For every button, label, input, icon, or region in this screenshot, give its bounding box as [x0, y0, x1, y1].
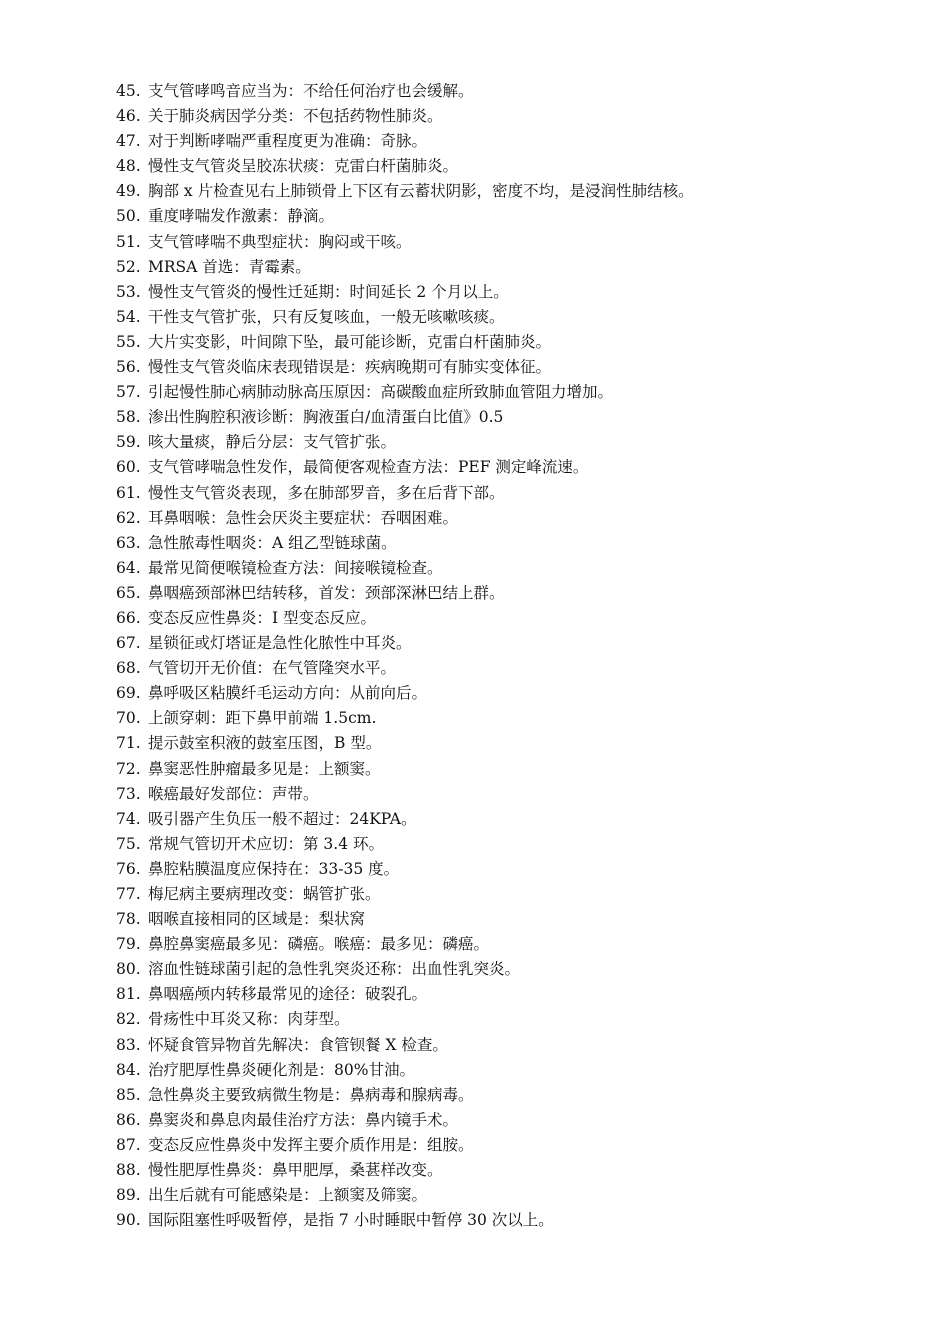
item-number: 73.	[116, 784, 141, 803]
list-item	[0, 179, 950, 204]
list-item	[0, 79, 950, 104]
item-text: 鼻咽癌颅内转移最常见的途径：破裂孔。	[148, 985, 428, 1004]
list-item	[0, 631, 950, 656]
item-number: 56.	[116, 358, 141, 377]
item-number: 77.	[116, 885, 141, 903]
item-text: 咳大量痰，静后分层：支气管扩张。	[148, 433, 397, 452]
item-number: 79.	[116, 935, 141, 954]
item-text: 星锁征或灯塔证是急性化脓性中耳炎。	[148, 634, 412, 653]
list-item	[0, 757, 950, 782]
item-text: 上颌穿刺：距下鼻甲前端 1.5cm.	[148, 709, 377, 728]
item-number: 74.	[116, 809, 141, 828]
item-text: 干性支气管扩张，只有反复咳血，一般无咳嗽咳痰。	[148, 307, 505, 326]
document-body	[0, 79, 950, 1233]
item-text: 出生后就有可能感染是：上额窦及筛窦。	[148, 1186, 428, 1205]
item-text: MRSA 首选：青霉素。	[148, 257, 311, 276]
item-text: 鼻窦炎和鼻息肉最佳治疗方法：鼻内镜手术。	[148, 1110, 459, 1129]
item-text: 骨疡性中耳炎又称：肉芽型。	[148, 1010, 350, 1029]
item-number: 51.	[116, 232, 141, 251]
numbered-list	[0, 79, 950, 1233]
item-number: 68.	[116, 659, 141, 678]
item-number: 83.	[116, 1035, 141, 1054]
item-number: 45.	[116, 82, 141, 100]
item-text: 鼻腔鼻窦癌最多见：磷癌。喉癌：最多见：磷癌。	[148, 935, 490, 954]
item-text: 慢性支气管炎临床表现错误是：疾病晚期可有肺实变体征。	[148, 358, 552, 377]
list-item	[0, 1033, 950, 1058]
item-text: 渗出性胸腔积液诊断：胸液蛋白/血清蛋白比值》0.5	[148, 408, 504, 427]
list-item	[0, 606, 950, 631]
item-number: 75.	[116, 834, 141, 853]
list-item	[0, 1133, 950, 1158]
list-item	[0, 706, 950, 731]
item-text: 慢性支气管炎呈胶冻状痰：克雷白杆菌肺炎。	[148, 157, 459, 176]
item-number: 52.	[116, 257, 141, 276]
list-item	[0, 405, 950, 430]
list-item	[0, 681, 950, 706]
item-text: 支气管哮鸣音应当为：不给任何治疗也会缓解。	[148, 82, 474, 100]
item-number: 57.	[116, 383, 141, 402]
list-item	[0, 430, 950, 455]
item-text: 国际阻塞性呼吸暂停，是指 7 小时睡眠中暂停 30 次以上。	[148, 1211, 554, 1230]
item-text: 对于判断哮喘严重程度更为准确：奇脉。	[148, 132, 428, 151]
item-number: 84.	[116, 1060, 141, 1079]
item-text: 鼻呼吸区粘膜纤毛运动方向：从前向后。	[148, 684, 428, 703]
list-item	[0, 1108, 950, 1133]
item-number: 64.	[116, 558, 141, 577]
item-number: 66.	[116, 608, 141, 627]
item-number: 65.	[116, 583, 141, 602]
list-item	[0, 280, 950, 305]
list-item	[0, 531, 950, 556]
list-item	[0, 230, 950, 255]
list-item	[0, 1208, 950, 1233]
list-item	[0, 154, 950, 179]
item-number: 62.	[116, 508, 141, 527]
item-text: 急性鼻炎主要致病微生物是：鼻病毒和腺病毒。	[148, 1085, 474, 1104]
item-text: 支气管哮喘急性发作，最简便客观检查方法：PEF 测定峰流速。	[148, 458, 589, 477]
list-item	[0, 305, 950, 330]
item-text: 提示鼓室积液的鼓室压图，B 型。	[148, 734, 382, 753]
item-number: 60.	[116, 458, 141, 477]
item-text: 重度哮喘发作激素：静滴。	[148, 207, 335, 226]
item-number: 90.	[116, 1211, 141, 1230]
list-item	[0, 832, 950, 857]
list-item	[0, 380, 950, 405]
list-item	[0, 581, 950, 606]
item-number: 70.	[116, 709, 141, 728]
item-text: 变态反应性鼻炎：I 型变态反应。	[148, 608, 377, 627]
item-text: 慢性支气管炎表现，多在肺部罗音，多在后背下部。	[148, 483, 505, 502]
list-item	[0, 129, 950, 154]
item-number: 85.	[116, 1085, 141, 1104]
item-number: 81.	[116, 985, 141, 1004]
item-number: 82.	[116, 1010, 141, 1029]
item-number: 50.	[116, 207, 141, 226]
item-number: 59.	[116, 433, 141, 452]
item-text: 气管切开无价值：在气管隆突水平。	[148, 659, 397, 678]
item-text: 喉癌最好发部位：声带。	[148, 784, 319, 803]
item-text: 大片实变影，叶间隙下坠，最可能诊断，克雷白杆菌肺炎。	[148, 332, 552, 351]
item-text: 关于肺炎病因学分类：不包括药物性肺炎。	[148, 107, 443, 126]
item-text: 引起慢性肺心病肺动脉高压原因：高碳酸血症所致肺血管阻力增加。	[148, 383, 614, 402]
item-number: 61.	[116, 483, 141, 502]
list-item	[0, 204, 950, 229]
item-text: 鼻窦恶性肿瘤最多见是：上额窦。	[148, 759, 381, 778]
item-number: 53.	[116, 282, 141, 301]
item-number: 80.	[116, 960, 141, 979]
item-number: 78.	[116, 910, 141, 929]
item-text: 变态反应性鼻炎中发挥主要介质作用是：组胺。	[148, 1135, 474, 1154]
item-number: 71.	[116, 734, 141, 753]
item-text: 怀疑食管异物首先解决：食管钡餐 X 检查。	[148, 1035, 448, 1054]
item-text: 支气管哮喘不典型症状：胸闷或干咳。	[148, 232, 412, 251]
item-text: 鼻咽癌颈部淋巴结转移，首发：颈部深淋巴结上群。	[148, 583, 505, 602]
item-number: 69.	[116, 684, 141, 703]
item-number: 63.	[116, 533, 141, 552]
item-text: 常规气管切开术应切：第 3.4 环。	[148, 834, 385, 853]
list-item	[0, 907, 950, 932]
item-number: 54.	[116, 307, 141, 326]
item-number: 76.	[116, 859, 141, 878]
list-item	[0, 330, 950, 355]
item-number: 47.	[116, 132, 141, 151]
item-number: 67.	[116, 634, 141, 653]
list-item	[0, 104, 950, 129]
item-number: 72.	[116, 759, 141, 778]
list-item	[0, 656, 950, 681]
item-text: 鼻腔粘膜温度应保持在：33-35 度。	[148, 859, 400, 878]
list-item	[0, 255, 950, 280]
item-number: 87.	[116, 1135, 141, 1154]
list-item	[0, 857, 950, 882]
list-item	[0, 1007, 950, 1032]
item-number: 55.	[116, 332, 141, 351]
list-item	[0, 1083, 950, 1108]
item-number: 49.	[116, 182, 141, 201]
item-text: 治疗肥厚性鼻炎硬化剂是：80%甘油。	[148, 1060, 415, 1079]
item-number: 89.	[116, 1186, 141, 1205]
item-number: 58.	[116, 408, 141, 427]
list-item	[0, 782, 950, 807]
item-number: 88.	[116, 1161, 141, 1180]
item-text: 咽喉直接相同的区域是：梨状窝	[148, 910, 366, 929]
list-item	[0, 957, 950, 982]
item-text: 慢性肥厚性鼻炎：鼻甲肥厚，桑葚样改变。	[148, 1161, 443, 1180]
item-number: 86.	[116, 1110, 141, 1129]
list-item	[0, 1058, 950, 1083]
list-item	[0, 481, 950, 506]
list-item	[0, 731, 950, 756]
item-text: 耳鼻咽喉：急性会厌炎主要症状：吞咽困难。	[148, 508, 459, 527]
list-item	[0, 882, 950, 907]
list-item	[0, 1158, 950, 1183]
list-item	[0, 556, 950, 581]
item-number: 46.	[116, 107, 141, 126]
list-item	[0, 932, 950, 957]
item-text: 急性脓毒性咽炎：A 组乙型链球菌。	[148, 533, 397, 552]
item-text: 溶血性链球菌引起的急性乳突炎还称：出血性乳突炎。	[148, 960, 521, 979]
list-item	[0, 355, 950, 380]
list-item	[0, 982, 950, 1007]
list-item	[0, 455, 950, 480]
item-text: 最常见简便喉镜检查方法：间接喉镜检查。	[148, 558, 443, 577]
list-item	[0, 1183, 950, 1208]
item-text: 慢性支气管炎的慢性迁延期：时间延长 2 个月以上。	[148, 282, 509, 301]
list-item	[0, 506, 950, 531]
list-item	[0, 807, 950, 832]
item-number: 48.	[116, 157, 141, 176]
item-text: 胸部 x 片检查见右上肺锁骨上下区有云蓄状阴影，密度不均，是浸润性肺结核。	[148, 182, 694, 201]
item-text: 吸引器产生负压一般不超过：24KPA。	[148, 809, 417, 828]
item-text: 梅尼病主要病理改变：蜗管扩张。	[148, 885, 381, 903]
